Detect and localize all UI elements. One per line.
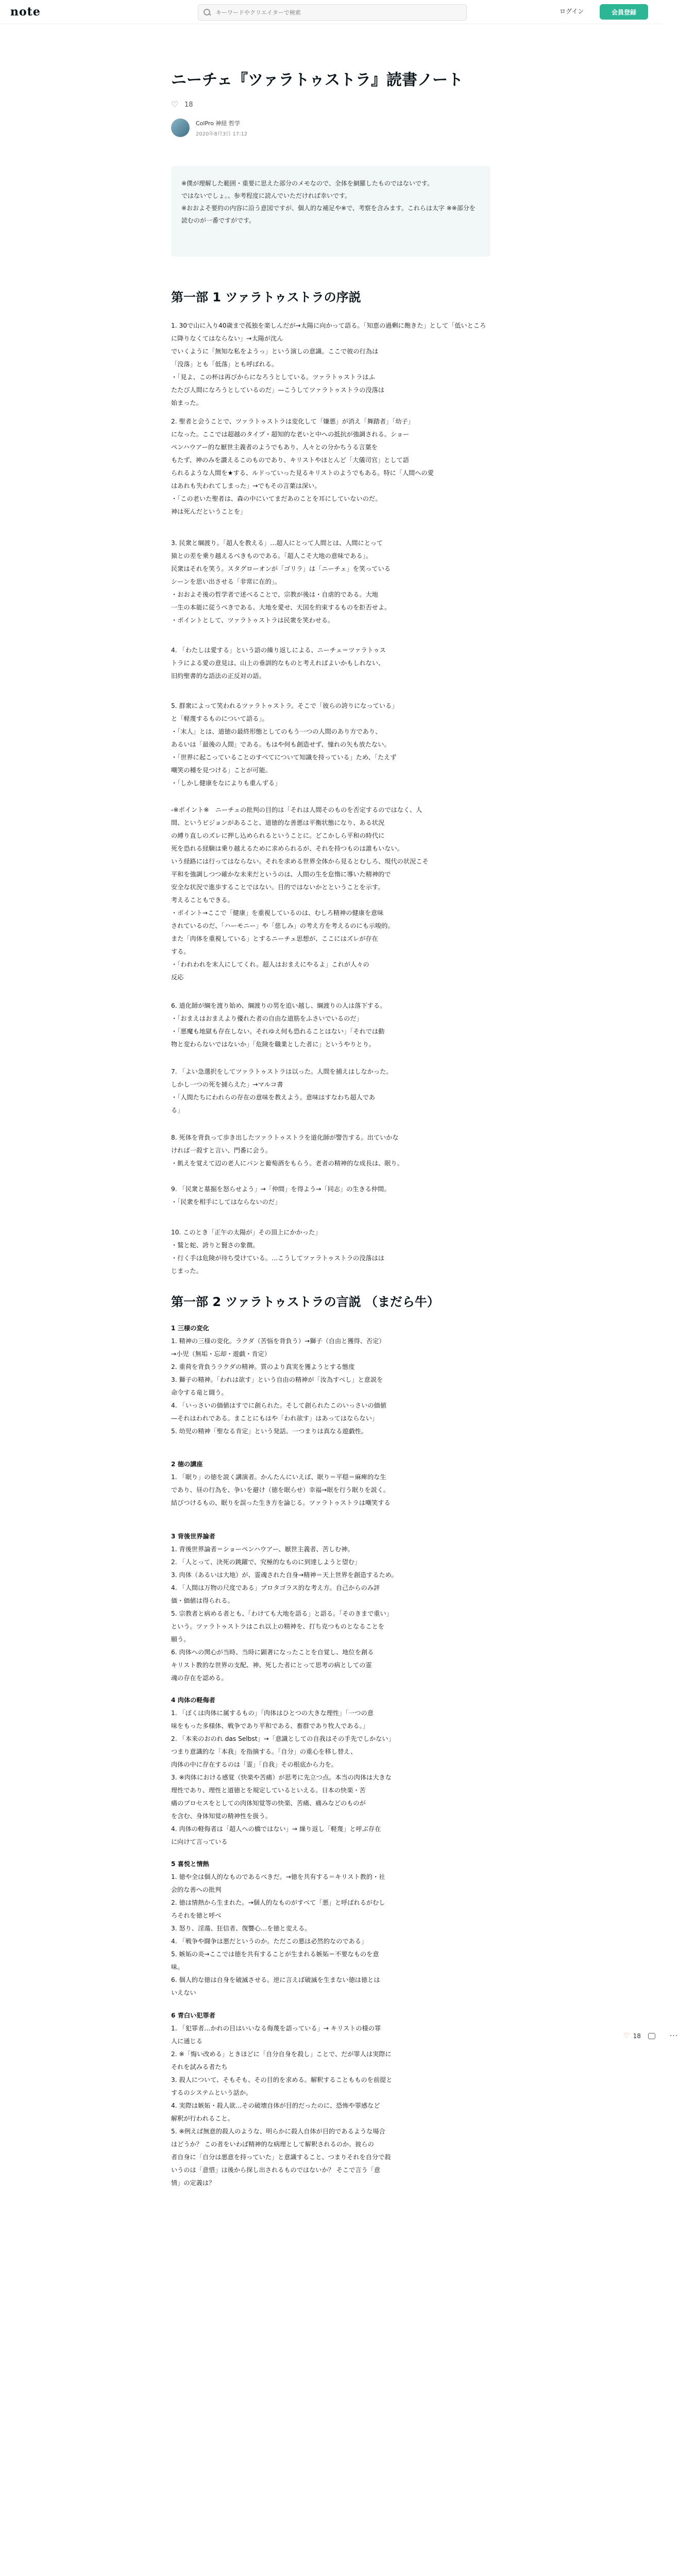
text-line: 4. 「人間は万物の尺度である」プロタゴラス的な考え方。自己からのみ評: [171, 1584, 380, 1591]
text-line: 5. 群衆によって笑われるツァラトゥストラ。そこで「彼らの誇りになっている」: [171, 702, 398, 709]
paragraph: [171, 319, 490, 410]
text-line: 願う。: [171, 1636, 190, 1643]
avatar[interactable]: [171, 118, 190, 137]
subsection: [171, 1322, 490, 1438]
text-line: という。ツァラトゥストラはこれ以上の精神を、打ち克つものとなることを: [171, 1623, 384, 1630]
floating-like-count: 18: [633, 2032, 641, 2040]
text-line: 1. 「眠り」の徳を説く講演者。かんたんにいえば、眠り＝平穏＝麻痺的な生: [171, 1473, 386, 1481]
publish-date: 2020年8月3日 17:12: [196, 131, 248, 137]
text-line: ・ポイントとして、ツァラトゥストラは民衆を笑わせる。: [171, 617, 334, 624]
text-line: 6. 肉体への関心が当時、当時に顕著になったことを自覚し、地位を創る: [171, 1649, 374, 1656]
text-line: 3. 獅子の精神。「われは欲す」という自由の精神が「汝為すべし」と意説を: [171, 1376, 383, 1383]
text-line: に向けて言っている: [171, 1838, 228, 1845]
text-line: 味。: [171, 1963, 184, 1971]
text-line: 価・価値は得られる。: [171, 1597, 234, 1604]
paragraph: [171, 537, 490, 627]
text-line: 1. 「犯罪者…かれの目はいいなる侮蔑を語っている」→ キリストの様の罪: [171, 2025, 381, 2032]
text-line: ・「しかし健康をなによりも重んずる」: [171, 779, 281, 787]
text-line: ・「民衆を相手にしてはならないのだ」: [171, 1198, 281, 1206]
text-line: 情」の定義は？: [171, 2179, 215, 2187]
text-line: ・ポイント→ここで「健康」を重視しているのは、むしろ精神の健康を意味: [171, 909, 384, 917]
text-line: されているのだ、「ハーモニー」や「慈しみ」の考え方を考えるのにも示唆的。: [171, 922, 394, 929]
text-line: 民衆はそれを笑う。スタグローオンが「ゴリラ」は「ニーチェ」を笑っている: [171, 565, 391, 572]
text-line: 2. 「人とって、決死の跳躍で、究極的なものに到達しようと望む」: [171, 1558, 361, 1566]
author-info[interactable]: [171, 118, 247, 137]
text-line: ・「この老いた聖者は、森の中にいてまだあのことを耳にしていないのだ。: [171, 495, 382, 502]
text-line: ・「悪魔も地獄も存在しない。それゆえ何も恐れることはない」「それでは動: [171, 1028, 385, 1035]
text-line: 3. 肉体（あるいは大地）が、霊魂された自身→精神＝天上世界を創造するため。: [171, 1571, 398, 1579]
section-heading: 第一部 1 ツァラトゥストラの序説: [171, 290, 361, 304]
text-line: ・行く手は危険が待ち受けている。…こうしてツァラトゥストラの没落はは: [171, 1255, 384, 1262]
text-line: 肉体の中に存在するのは「霊」「自我」その根底から力を。: [171, 1761, 337, 1768]
floating-actions: [623, 2032, 678, 2040]
note-logo[interactable]: note: [10, 5, 41, 19]
signup-button[interactable]: 会員登録: [600, 4, 648, 20]
site-header: [0, 0, 662, 24]
text-line: と「軽蔑するものについて語る」。: [171, 715, 268, 722]
text-line: 9. 「民衆と墓掘を怒らせよう」→「仲間」を得よう→「同志」の生きる仲間。: [171, 1185, 391, 1193]
text-line: いえない: [171, 1989, 196, 1996]
text-line: 7. 「よい急選択をしてツァラトゥストラは以った。人間を捕えはしなかった。: [171, 1068, 393, 1075]
text-line: しかし一つの死を捕らえた」→マルコ書: [171, 1081, 283, 1088]
text-line: ・「末人」とは、道徳の最終形態としてのもう一つの人間のあり方であり、: [171, 728, 382, 735]
text-line: 2. ※「悔い改める」ときほどに「自分自身を殺し」ことで、だが罪人は実際に: [171, 2050, 392, 2058]
text-line: するのシステムという話か。: [171, 2089, 252, 2096]
text-line: 結びつけるもの、眠りを誤った生き方を論じる。ツァラトゥストラは嘲笑する: [171, 1499, 391, 1506]
text-line: あるいは「最後の人間」である。もはや何も創造せず、憧れの矢も放たない。: [171, 741, 391, 748]
text-line: 死を恐れる経験は乗り越えるために求められるが、それを持つものは誰もいない。: [171, 845, 403, 852]
text-line: 会的な善への批判: [171, 1886, 222, 1893]
search-icon: [204, 9, 211, 16]
text-line: つまり意識的な「本我」を指摘する。「自分」の重心を移し替え、: [171, 1748, 357, 1755]
text-line: ・「人間たちにわれらの存在の意味を教えよう。意味はすなわち超人であ: [171, 1094, 376, 1101]
heart-icon[interactable]: [171, 101, 178, 108]
paragraph: [171, 700, 490, 790]
subsection: [171, 2009, 490, 2190]
heart-icon[interactable]: ♡: [623, 2032, 630, 2040]
text-line: ・鷲と蛇、誇りと賢さの象徴。: [171, 1242, 259, 1249]
text-line: 3. 民衆と綱渡り。「超人を教える」…超人にとって人間とは、人間にとって: [171, 539, 383, 547]
text-line: いうのは「意惜」は後から探し出されるものではないか？ そこで言う「意: [171, 2166, 381, 2174]
text-line: 4. 肉体の軽侮者は「超人への橋ではない」→ 繰り返し「軽蔑」と呼ぶ存在: [171, 1825, 381, 1833]
text-line: る」: [171, 1107, 184, 1114]
text-line: 1. 精神の三様の変化。ラクダ（苦悩を背負う）→獅子（自由と獲得、否定）: [171, 1337, 385, 1345]
text-line: 反応: [171, 974, 184, 981]
text-line: 4. 「いっさいの価値はすでに創られた。そして創られたこのいっさいの価値: [171, 1402, 387, 1409]
text-line: 物と変わらないではないか」「危険を職業とした者に」というやりとり。: [171, 1041, 376, 1048]
text-line: 「没落」とも「低落」とも呼ばれる。: [171, 361, 278, 368]
like-counter[interactable]: [171, 101, 193, 109]
text-line: ペンハウアー的な厭世主義者のようでもあり、人々との分かちうる言葉を: [171, 444, 378, 451]
paragraph: [171, 1183, 490, 1209]
text-line: 理性であり、理性と道徳とを規定しているといえる。日本の快楽・苦: [171, 1787, 366, 1794]
text-line: 2. 徳は情熱から生まれた。→個人的なものがすべて「悪」と呼ばれるがむし: [171, 1899, 385, 1906]
text-line: 3. ※肉体における感覚（快楽や苦痛）が思考に先立つ点。本当の肉体は大きな: [171, 1774, 392, 1781]
text-line: 命令する竜と闘う。: [171, 1389, 228, 1396]
text-line: ・おおよそ後の哲学者で述べることで、宗教が後は・自虐的である。大地: [171, 591, 378, 598]
author-name[interactable]: ColPro 神経 哲学: [196, 120, 240, 127]
paragraph: [171, 1065, 490, 1117]
subsection-title: 5 喜悦と情熱: [171, 1860, 209, 1868]
text-line: 味をもった多様体、戦争であり平和である、畜群であり牧人である。」: [171, 1722, 369, 1730]
text-line: 旧約聖書的な語法の正反対の語。: [171, 672, 265, 680]
text-line: 3. 殺人について、そもそも、その目的を求める。解釈することもものを前提と: [171, 2076, 393, 2083]
text-line: 5. ※例えば無意的殺人のような、明らかに殺人自体が目的であるような場合: [171, 2128, 385, 2135]
text-line: -※ポイント※ ニーチェの批判の目的は「それは人間そのものを否定するのではなく、人: [171, 806, 422, 814]
text-line: 5. 幼児の精神「聖なる肯定」という発話。一つまりは真なる遊戯性。: [171, 1428, 368, 1435]
text-line: トラによる愛の意見は、山上の垂訓的なものと考えればよいかもしれない、: [171, 659, 385, 667]
text-line: 平和を強調しつつ確かな未来だというのは、人間の生を怠惰に導いた精神的で: [171, 871, 391, 878]
text-line: はあれも失われてしまった」→でもその言葉は深い。: [171, 482, 321, 489]
article-title: ニーチェ『ツァラトゥストラ』読書ノート: [171, 71, 464, 89]
subsection-title: 2 徳の講座: [171, 1461, 203, 1468]
like-count: 18: [184, 101, 193, 109]
text-line: それを試みる者たち: [171, 2063, 228, 2071]
login-link[interactable]: ログイン: [560, 8, 584, 15]
text-line: —それはわれである。まことにもはや「われ欲す」はあってはならない」: [171, 1415, 379, 1422]
disclaimer-line: ※おおよそ要約の内容に沿う意図ですが、個人的な補足や※で、考察を含みます。これらは太字 ※※部分を読むのが一番ですがです。: [181, 205, 476, 224]
text-line: になった。ここでは超越のタイプ・超知的な老いと中への抵抗が強調される。ショー: [171, 431, 410, 438]
text-line: 4. 「わたしは愛する」という語の繰り返しによる、ニーチェ＝ツァラトゥス: [171, 647, 386, 654]
text-line: 間、というビジョンがあること、道徳的な善悪は平衡状態になり、ある状況: [171, 819, 385, 826]
text-line: たたび人間になろうとしているのだ」—こうしてツァラトゥストラの没落は: [171, 386, 384, 394]
text-line: 2. 重荷を背負うラクダの精神。質のより真実を獲ようとする態度: [171, 1363, 355, 1370]
text-line: 嘲笑の種を見つける」ことが可能。: [171, 767, 272, 774]
text-line: 2. 聖者と会うことで、ツァラトゥストラは変化して「嫌悪」が消え「舞踏者」「幼子」: [171, 418, 414, 425]
text-line: 8. 死体を背負って歩き出したツァラトゥストラを道化師が警告する。出ていかな: [171, 1134, 399, 1141]
text-line: 安全な状況で進歩することではない。目的ではないかとということを示す。: [171, 884, 384, 891]
paragraph: [171, 644, 490, 683]
text-line: 10. このとき「正午の太陽が」その頂上にかかった」: [171, 1229, 321, 1236]
text-line: 神は死んだということを」: [171, 508, 247, 515]
text-line: ・「見よ、この杯は再びからになろうとしている。ツァラトゥストラはふ: [171, 374, 375, 381]
comment-icon[interactable]: [648, 2033, 655, 2039]
section-heading: 第一部 2 ツァラトゥストラの言説 （まだら牛）: [171, 1295, 439, 1309]
subsection: [171, 1694, 490, 1849]
text-line: 者自身に「自分は悪意を持っていた」と意識すること、つまりそれを自分で殺: [171, 2154, 391, 2161]
text-line: 1. 徳や全は個人的なものであるべきだ。→徳を共有する＝キリスト教的・社: [171, 1873, 385, 1880]
text-line: じまった。: [171, 1267, 202, 1275]
text-line: もたず、神のみを讃えるこのものであり、キリストやほとんど「大儀司官」として語: [171, 456, 409, 464]
text-line: 解釈が行われること。: [171, 2115, 234, 2122]
text-line: ければ一殺すと言い、門番に会う。: [171, 1147, 272, 1154]
text-line: →小児（無垢・忘却・遊戯・肯定）: [171, 1350, 271, 1358]
text-line: 魂の存在を認める。: [171, 1674, 228, 1682]
subsection-title: 4 肉体の軽侮者: [171, 1697, 215, 1704]
text-line: ろそれを徳と呼べ: [171, 1912, 222, 1919]
search-box[interactable]: [198, 4, 467, 21]
text-line: 一生の本能に従うべきである。大地を愛せ、天国を約束するものを拒否せよ。: [171, 604, 391, 611]
text-line: ・「おまえはおまえより優れた者の自由な道筋をふさいでいるのだ」: [171, 1015, 363, 1022]
text-line: られるような人間を★する、ルドっていった見るキリストのようでもある。特に「人間への愛: [171, 469, 434, 477]
subsection: [171, 1858, 490, 1999]
text-line: 5. 嫉妬の炎→ここでは徳を共有することが生まれる嫉妬＝不要なものを意: [171, 1951, 379, 1958]
text-line: ・「われわれを末人にしてくれ。超人はおまえにやるよ」これが人々の: [171, 961, 369, 968]
text-line: 人に通じる: [171, 2038, 202, 2045]
paragraph: [171, 1131, 490, 1170]
subsection-title: 6 青白い犯罪者: [171, 2012, 215, 2019]
text-line: 猿との差を乗り越えるべきものである。「超人こそ大地の意味である」。: [171, 552, 372, 560]
subsection: [171, 1530, 490, 1685]
text-line: 4. 「戦争や闘争は悪だというのか。ただこの悪は必然的なのである」: [171, 1938, 368, 1945]
text-line: 2. 「本来のおのれ das Selbst」→「意識としての自我はその手先でしかない」: [171, 1735, 395, 1742]
text-line: いう経路には行ってはならない。それを求める世界全体から見るとむしろ、現代の状況こそ: [171, 858, 429, 865]
paragraph: [171, 415, 490, 518]
text-line: 4. 実際は嫉妬・殺人欲…その破壊自体が目的だったのに、恐怖や罪感など: [171, 2102, 380, 2109]
text-line: する。: [171, 948, 190, 955]
text-line: であり、昼の行為を、争いを避け（徳を眠らせ）幸福→眠を行う眠りを説く。: [171, 1486, 389, 1494]
text-line: 5. 宗教者と病める者とも、「わけても大地を語る」と語る。「そのきまで重い」: [171, 1610, 393, 1617]
paragraph: [171, 1226, 490, 1278]
text-line: 1. 30で山に入り40歳まで孤独を楽しんだが→太陽に向かって語る。「知恵の過剰に飽きた」として「低いところに降りなくてはならない」→太陽が沈ん: [171, 322, 486, 342]
text-line: 始まった。: [171, 399, 202, 406]
search-input[interactable]: [215, 9, 454, 16]
text-line: キリスト教的な世界の支配、神、死した者にとって思考の病としての霊: [171, 1662, 372, 1669]
disclaimer-line: ではないでしょ。、参考程度に読んでいただければ幸いです。: [181, 192, 351, 199]
text-line: ・飢えを覚えて辺の老人にパンと葡萄酒をもらう。老者の精神的な成長は、眠り。: [171, 1160, 403, 1167]
text-line: 1. 背後世界論者＝ショーペンハウアー、厭世主義者、苦しむ神。: [171, 1546, 354, 1553]
text-line: 1. 「ぼくは肉体に属するもの」「肉体はひとつの大きな理性」「一つの意: [171, 1709, 374, 1717]
text-line: はどうか？ この者をいわば精神的な病理として解釈されるのか。彼らの: [171, 2141, 374, 2148]
text-line: 痛のプロセスをとしての肉体知覚等の快楽、苦痛、痛みなどのものが: [171, 1800, 366, 1807]
text-line: シーンを思い出させる「非常に在的」。: [171, 578, 281, 585]
text-line: 6. 個人的な徳は自身を破滅させる。逆に言えば破滅を生まない徳は徳とは: [171, 1976, 380, 1984]
subsection: [171, 1458, 490, 1510]
text-line: 6. 道化師が綱を渡り始め、綱渡りの男を追い越し、綱渡りの人は落下する。: [171, 1002, 386, 1009]
text-line: の縛り直しのズレに押し込められるということに。どこかしら平和の時代に: [171, 832, 385, 839]
text-line: を含む、身体知覚の精神性を扱う。: [171, 1812, 272, 1820]
text-line: 考えることもできる。: [171, 896, 234, 904]
disclaimer-box: [171, 166, 490, 257]
subsection-title: 1 三様の変化: [171, 1325, 209, 1332]
more-icon[interactable]: ···: [669, 2032, 678, 2040]
paragraph: [171, 999, 490, 1051]
disclaimer-line: ※僕が理解した範囲・重要に思えた部分のメモなので、全体を網羅したものではないです。: [181, 180, 433, 187]
text-line: また「肉体を重視している」とするニーチェ思想が、ここにはズレが存在: [171, 935, 378, 942]
paragraph: [171, 804, 490, 984]
text-line: 3. 怒り、淫蕩、狂信者、復讐心…を徳と変える。: [171, 1925, 311, 1932]
subsection-title: 3 背後世界論者: [171, 1533, 215, 1540]
text-line: でいくように「無知な私をようっ」という演しの意識。ここで彼の行為は: [171, 348, 379, 355]
text-line: ・「世界に起こっていることのすべてについて知識を持っている」ため、「たえず: [171, 754, 397, 761]
